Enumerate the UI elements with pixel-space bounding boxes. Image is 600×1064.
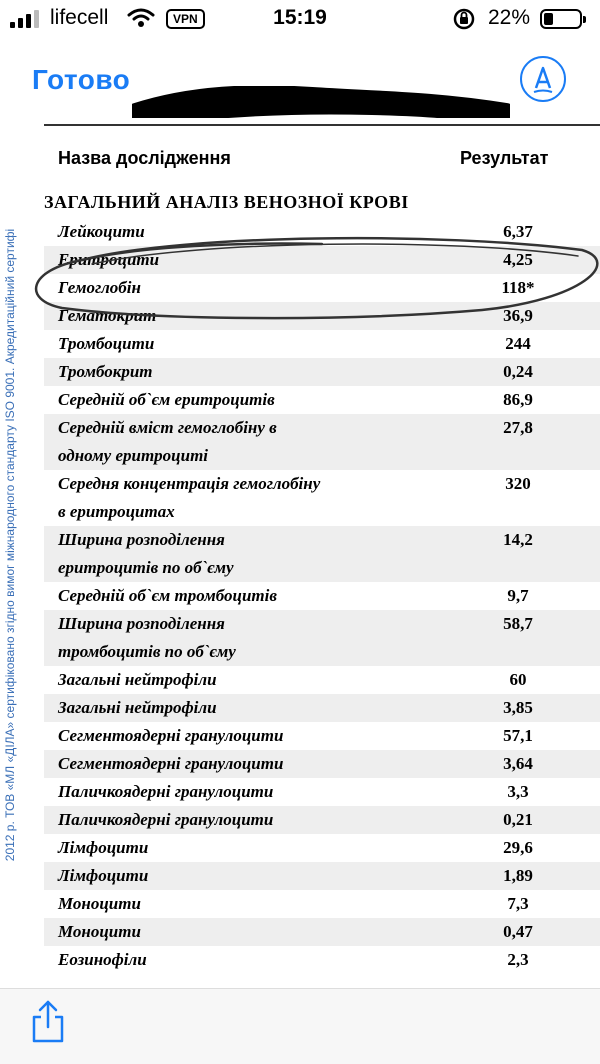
row-test-name-line: Загальні нейтрофіли: [58, 698, 217, 717]
row-result-value: 86,9: [503, 390, 533, 409]
row-result-value: 58,7: [503, 614, 533, 633]
table-row: [44, 330, 600, 358]
status-bar: [0, 0, 600, 38]
row-result-value: 36,9: [503, 306, 533, 325]
row-test-name: [44, 862, 458, 890]
row-test-name-line: Гемоглобін: [58, 278, 141, 297]
row-test-name-line: Середній об`єм тромбоцитів: [58, 586, 277, 605]
table-row: [44, 778, 600, 806]
table-row: [44, 750, 600, 778]
row-test-name-line: Сегментоядерні гранулоцити: [58, 726, 284, 745]
row-test-name: [44, 526, 458, 582]
row-test-name-line: тромбоцитів по об`єму: [58, 642, 236, 661]
table-row: [44, 722, 600, 750]
row-test-name-line: Лімфоцити: [58, 866, 149, 885]
row-result-value: 4,25: [503, 250, 533, 269]
row-test-name-line: Моноцити: [58, 922, 141, 941]
table-row: [44, 862, 600, 890]
table-row: [44, 918, 600, 946]
row-test-name: [44, 358, 458, 386]
row-test-name-line: Лімфоцити: [58, 838, 149, 857]
row-result-value: 3,3: [507, 782, 529, 801]
section-title: ЗАГАЛЬНИЙ АНАЛІЗ ВЕНОЗНОЇ КРОВІ: [44, 192, 409, 212]
top-rule: [44, 124, 600, 126]
row-test-name-line: Ширина розподілення: [58, 614, 225, 633]
table-row: [44, 526, 600, 582]
bottom-toolbar: [0, 988, 600, 1064]
row-test-name: [44, 946, 458, 974]
table-row: [44, 470, 600, 526]
row-test-name: [44, 778, 458, 806]
table-row: [44, 666, 600, 694]
share-icon[interactable]: [30, 999, 66, 1043]
row-result-value: 3,85: [503, 698, 533, 717]
row-test-name-line: Паличкоядерні гранулоцити: [58, 782, 274, 801]
done-button[interactable]: Готово: [32, 64, 131, 95]
table-row: [44, 610, 600, 666]
row-test-name-line: Моноцити: [58, 894, 141, 913]
table-row: [44, 890, 600, 918]
row-test-name: [44, 694, 458, 722]
row-result-value: 118*: [501, 278, 535, 297]
row-result-value: 27,8: [503, 418, 533, 437]
row-test-name: [44, 386, 458, 414]
table-row: [44, 414, 600, 470]
row-test-name: [44, 582, 458, 610]
row-result-value: 14,2: [503, 530, 533, 549]
row-result-value: 9,7: [507, 586, 529, 605]
row-result-value: 0,47: [503, 922, 533, 941]
table-row: [44, 582, 600, 610]
row-result-value: 29,6: [503, 838, 533, 857]
row-test-name-line: Середня концентрація гемоглобіну: [58, 474, 321, 493]
battery-icon: [540, 9, 582, 29]
results-table: [44, 218, 600, 974]
row-test-name-line: Гематокрит: [58, 306, 157, 325]
row-test-name-line: в еритроцитах: [58, 502, 175, 521]
row-result-value: 7,3: [507, 894, 529, 913]
header-name: Назва дослідження: [58, 148, 231, 168]
row-test-name: [44, 470, 458, 526]
row-test-name: [44, 890, 458, 918]
vpn-badge: VPN: [166, 9, 205, 29]
row-result-value: 244: [505, 334, 531, 353]
table-row: [44, 806, 600, 834]
row-test-name-line: еритроцитів по об`єму: [58, 558, 234, 577]
row-test-name-line: Сегментоядерні гранулоцити: [58, 754, 284, 773]
row-test-name: [44, 806, 458, 834]
row-test-name-line: Еритроцити: [58, 250, 160, 269]
row-result-value: 60: [509, 670, 527, 689]
row-test-name-line: Тромбокрит: [58, 362, 153, 381]
rotation-lock-icon: [452, 8, 476, 30]
row-test-name: [44, 750, 458, 778]
row-test-name-line: Лейкоцити: [58, 222, 145, 241]
row-test-name: [44, 834, 458, 862]
row-test-name: [44, 610, 458, 666]
row-test-name: [44, 330, 458, 358]
row-result-value: 320: [505, 474, 531, 493]
row-test-name-line: Середній вміст гемоглобіну в: [58, 418, 277, 437]
row-test-name: [44, 918, 458, 946]
row-test-name: [44, 666, 458, 694]
row-test-name-line: Ширина розподілення: [58, 530, 225, 549]
row-result-value: 2,3: [507, 950, 529, 969]
row-test-name: [44, 414, 458, 470]
row-test-name-line: Тромбоцити: [58, 334, 155, 353]
markup-button[interactable]: [520, 56, 566, 102]
table-row: [44, 834, 600, 862]
navigation-bar: [0, 40, 600, 120]
side-year: 2012 р.: [3, 821, 17, 862]
row-result-value: 0,21: [503, 810, 533, 829]
side-certificate-text: [3, 118, 17, 985]
row-test-name-line: Паличкоядерні гранулоцити: [58, 810, 274, 829]
row-result-value: 3,64: [503, 754, 533, 773]
row-result-value: 1,89: [503, 866, 533, 885]
clock: 15:19: [273, 6, 327, 29]
header-result: Результат: [460, 148, 549, 168]
row-result-value: 57,1: [503, 726, 533, 745]
table-row: [44, 386, 600, 414]
row-test-name-line: Еозинофіли: [58, 950, 147, 969]
table-row: [44, 358, 600, 386]
markup-icon: [522, 58, 564, 100]
table-row: [44, 946, 600, 974]
row-test-name-line: одному еритроциті: [58, 446, 209, 465]
row-test-name-line: Загальні нейтрофіли: [58, 670, 217, 689]
hand-drawn-circle: [22, 230, 600, 322]
carrier-name: lifecell: [50, 6, 109, 29]
table-row: [44, 694, 600, 722]
row-result-value: 6,37: [503, 222, 533, 241]
row-test-name: [44, 722, 458, 750]
side-text: ТОВ «МЛ «ДІЛА» сертифіковано згідно вимог міжнародного стандарту ISO 9001. Акредитаційний сертифі: [3, 228, 17, 818]
row-test-name-line: Середній об`єм еритроцитів: [58, 390, 275, 409]
row-result-value: 0,24: [503, 362, 533, 381]
document-viewer[interactable]: [0, 118, 600, 988]
battery-percent: 22%: [488, 6, 531, 29]
